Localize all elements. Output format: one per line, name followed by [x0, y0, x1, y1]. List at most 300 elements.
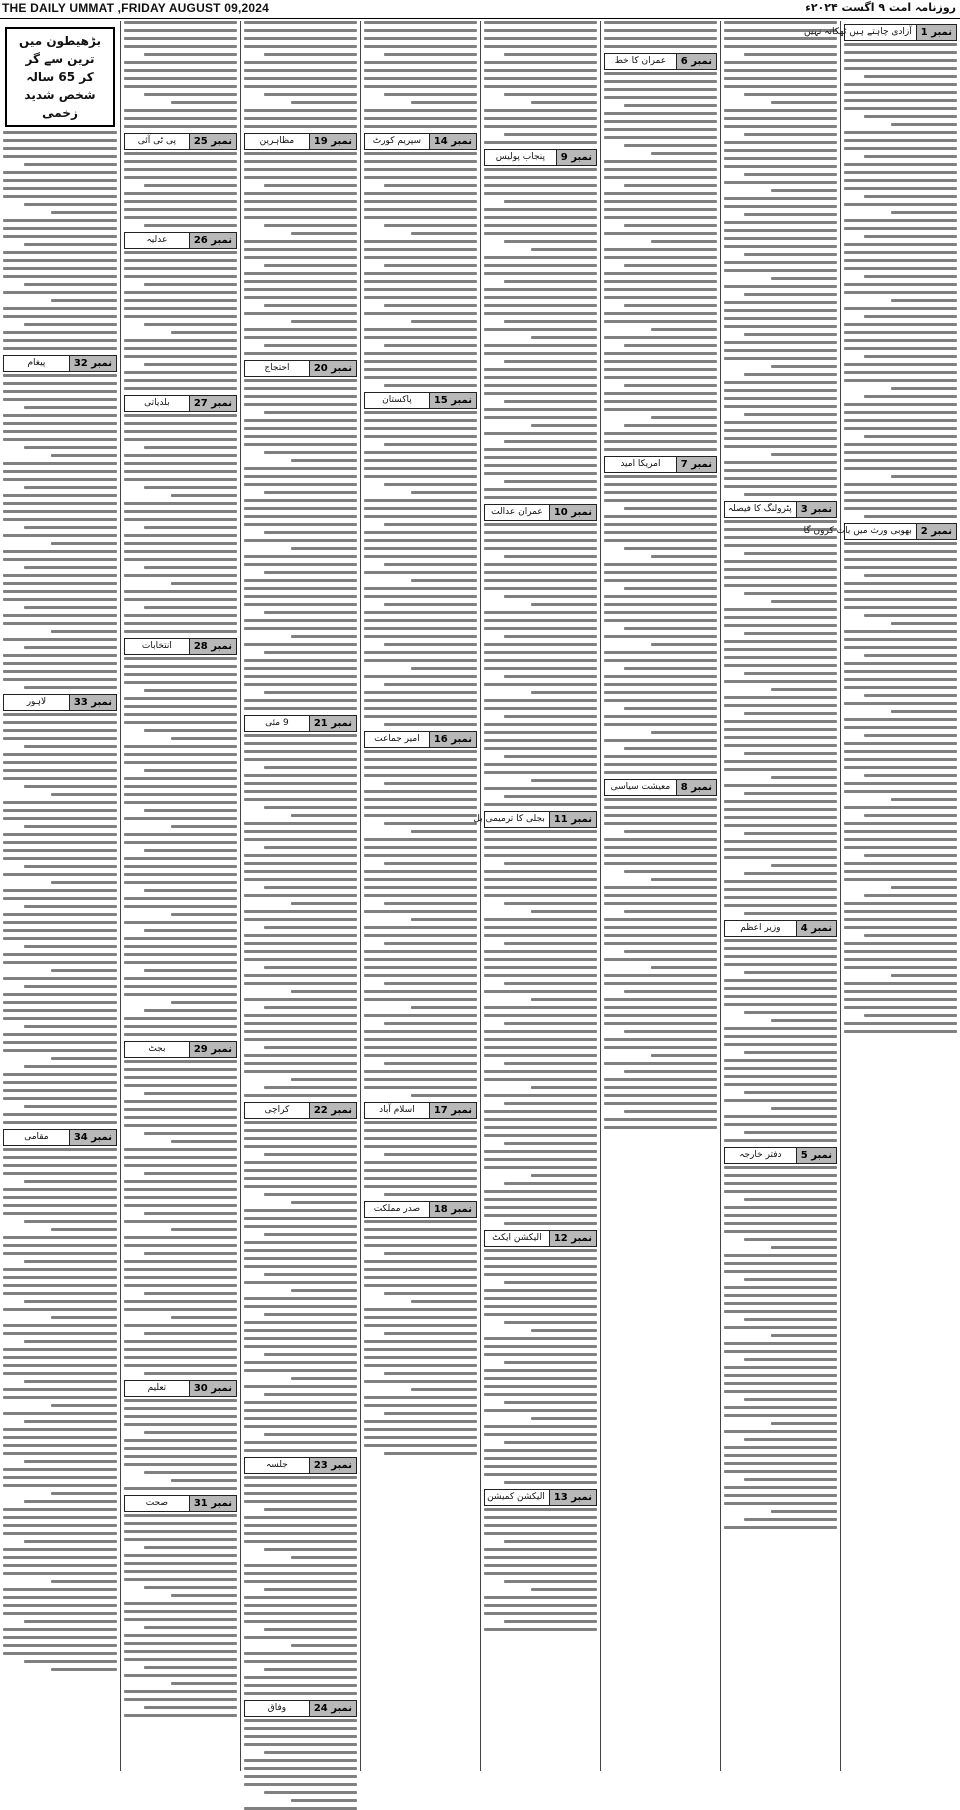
text-line — [124, 1033, 237, 1036]
text-line — [24, 1380, 117, 1383]
text-line — [604, 272, 717, 275]
text-line — [244, 523, 357, 526]
text-line — [384, 902, 477, 905]
text-line — [24, 785, 117, 788]
text-line — [724, 947, 837, 950]
text-line — [484, 464, 597, 467]
text-line — [604, 376, 717, 379]
text-line — [3, 1564, 117, 1567]
text-line — [724, 1286, 837, 1289]
text-line — [604, 822, 717, 825]
story-header — [604, 456, 717, 473]
text-line — [3, 1636, 117, 1639]
text-line — [384, 1193, 477, 1196]
text-line — [484, 472, 597, 475]
text-line — [844, 363, 957, 366]
text-line — [891, 123, 957, 126]
text-line — [364, 1038, 477, 1041]
text-line — [24, 686, 117, 689]
text-line — [124, 558, 237, 561]
text-line — [744, 1238, 837, 1241]
text-line — [244, 1767, 357, 1770]
text-line — [624, 587, 717, 590]
text-line — [364, 846, 477, 849]
text-line — [604, 136, 717, 139]
text-line — [3, 414, 117, 417]
text-line — [724, 1182, 837, 1185]
text-line — [244, 176, 357, 179]
text-line — [364, 790, 477, 793]
text-line — [484, 1158, 597, 1161]
text-line — [484, 69, 597, 72]
text-line — [864, 195, 957, 198]
story-title: 9 مئی — [265, 718, 289, 728]
text-line — [504, 93, 597, 96]
text-line — [724, 125, 837, 128]
text-line — [244, 1735, 357, 1738]
text-line — [504, 1062, 597, 1065]
text-line — [244, 1209, 357, 1212]
text-line — [724, 1494, 837, 1497]
story-header — [364, 1201, 477, 1218]
text-line — [744, 133, 837, 136]
text-line — [484, 1473, 597, 1476]
text-line — [364, 934, 477, 937]
text-line — [244, 280, 357, 283]
story-header — [484, 149, 597, 166]
article-story — [124, 133, 237, 227]
text-line — [844, 926, 957, 929]
story-header — [484, 504, 597, 521]
text-line — [364, 699, 477, 702]
text-line — [124, 681, 237, 684]
text-line — [724, 816, 837, 819]
text-line — [124, 438, 237, 441]
text-line — [844, 267, 957, 270]
text-line — [604, 563, 717, 566]
text-line — [124, 355, 237, 358]
text-line — [364, 272, 477, 275]
text-line — [124, 454, 237, 457]
text-line — [484, 659, 597, 662]
text-line — [3, 374, 117, 377]
story-title: معیشت سیاسی — [610, 782, 671, 792]
story-header — [124, 638, 237, 655]
text-line — [244, 1054, 357, 1057]
text-line — [364, 878, 477, 881]
text-line — [364, 1177, 477, 1180]
text-line — [3, 1196, 117, 1199]
text-line — [384, 942, 477, 945]
text-line — [264, 304, 357, 307]
text-line — [844, 910, 957, 913]
text-line — [124, 1156, 237, 1159]
text-line — [864, 115, 957, 118]
text-line — [724, 520, 837, 523]
text-line — [724, 437, 837, 440]
story-header — [244, 1700, 357, 1717]
text-line — [504, 1481, 597, 1484]
text-line — [3, 1476, 117, 1479]
text-line — [891, 974, 957, 977]
text-line — [124, 1164, 237, 1167]
story-number: نمبر 15 — [429, 393, 476, 408]
text-line — [724, 1430, 837, 1433]
text-line — [531, 1174, 597, 1177]
text-line — [24, 1340, 117, 1343]
text-line — [864, 814, 957, 817]
text-line — [244, 1062, 357, 1065]
text-line — [244, 1297, 357, 1300]
text-line — [531, 101, 597, 104]
text-line — [364, 1428, 477, 1431]
text-line — [531, 910, 597, 913]
text-line — [291, 902, 357, 905]
text-line — [504, 795, 597, 798]
story-number: نمبر 17 — [429, 1103, 476, 1118]
text-line — [484, 256, 597, 259]
text-line — [844, 702, 957, 705]
text-line — [484, 37, 597, 40]
text-line — [264, 1548, 357, 1551]
text-line — [244, 483, 357, 486]
text-line — [624, 424, 717, 427]
text-line — [724, 205, 837, 208]
text-line — [484, 376, 597, 379]
text-line — [484, 1628, 597, 1631]
text-line — [51, 1404, 117, 1407]
text-line — [124, 510, 237, 513]
story-number: نمبر 9 — [556, 150, 596, 165]
text-line — [3, 662, 117, 665]
text-line — [124, 761, 237, 764]
text-line — [24, 1260, 117, 1263]
column-8 — [0, 21, 120, 1771]
text-line — [844, 958, 957, 961]
text-line — [724, 1502, 837, 1505]
story-title: مقامی — [24, 1132, 49, 1142]
text-line — [124, 1714, 237, 1717]
text-line — [484, 699, 597, 702]
text-line — [724, 995, 837, 998]
text-line — [124, 1439, 237, 1442]
text-line — [844, 750, 957, 753]
text-line — [484, 643, 597, 646]
text-line — [724, 1166, 837, 1169]
text-line — [484, 1313, 597, 1316]
text-line — [244, 1684, 357, 1687]
text-line — [264, 1668, 357, 1671]
article-body-lines — [244, 1476, 357, 1695]
text-line — [771, 864, 837, 867]
text-line — [844, 1022, 957, 1025]
text-line — [3, 929, 117, 932]
text-line — [504, 200, 597, 203]
text-line — [411, 101, 477, 104]
text-line — [171, 494, 237, 497]
text-line — [144, 729, 237, 732]
text-line — [364, 715, 477, 718]
text-line — [724, 157, 837, 160]
text-line — [484, 627, 597, 630]
text-line — [484, 547, 597, 550]
text-line — [264, 184, 357, 187]
text-line — [124, 1415, 237, 1418]
text-line — [844, 99, 957, 102]
text-line — [504, 133, 597, 136]
text-line — [124, 21, 237, 24]
text-line — [504, 755, 597, 758]
text-line — [264, 1086, 357, 1089]
story-title: امریکا امید — [620, 459, 661, 469]
text-line — [531, 691, 597, 694]
text-line — [844, 243, 957, 246]
text-line — [364, 555, 477, 558]
text-line — [264, 344, 357, 347]
text-line — [124, 1268, 237, 1271]
text-line — [724, 461, 837, 464]
text-line — [844, 1006, 957, 1009]
text-line — [244, 822, 357, 825]
text-line — [724, 1294, 837, 1297]
text-line — [24, 1420, 117, 1423]
text-line — [724, 624, 837, 627]
text-line — [744, 632, 837, 635]
text-line — [384, 603, 477, 606]
text-line — [124, 705, 237, 708]
text-line — [724, 1470, 837, 1473]
text-line — [124, 1060, 237, 1063]
text-line — [364, 507, 477, 510]
text-line — [3, 849, 117, 852]
text-line — [504, 280, 597, 283]
text-line — [724, 1270, 837, 1273]
text-line — [384, 523, 477, 526]
text-line — [604, 603, 717, 606]
text-line — [124, 37, 237, 40]
text-line — [504, 400, 597, 403]
text-line — [244, 125, 357, 128]
text-line — [724, 544, 837, 547]
text-line — [364, 459, 477, 462]
text-line — [244, 1572, 357, 1575]
story-header — [124, 395, 237, 412]
text-line — [484, 1006, 597, 1009]
story-number: نمبر 4 — [796, 921, 836, 936]
text-line — [171, 1228, 237, 1231]
text-line — [484, 1377, 597, 1380]
text-line — [484, 1433, 597, 1436]
text-line — [124, 1084, 237, 1087]
text-line — [124, 1514, 237, 1517]
text-line — [124, 1076, 237, 1079]
text-line — [144, 1431, 237, 1434]
text-line — [724, 317, 837, 320]
story-number: نمبر 23 — [309, 1458, 356, 1473]
text-line — [244, 854, 357, 857]
text-line — [24, 1065, 117, 1068]
text-line — [24, 486, 117, 489]
text-line — [264, 846, 357, 849]
text-line — [744, 872, 837, 875]
text-line — [484, 958, 597, 961]
text-line — [364, 798, 477, 801]
text-line — [724, 357, 837, 360]
text-line — [244, 627, 357, 630]
text-line — [724, 405, 837, 408]
text-line — [51, 969, 117, 972]
text-line — [171, 737, 237, 740]
text-line — [844, 766, 957, 769]
text-line — [364, 1260, 477, 1263]
text-line — [724, 469, 837, 472]
text-line — [244, 579, 357, 582]
text-line — [364, 1268, 477, 1271]
text-line — [744, 1011, 837, 1014]
text-line — [724, 1462, 837, 1465]
text-line — [484, 747, 597, 750]
article-body-lines — [244, 152, 357, 355]
text-line — [144, 184, 237, 187]
text-line — [171, 825, 237, 828]
text-line — [604, 232, 717, 235]
text-line — [3, 574, 117, 577]
text-line — [144, 1471, 237, 1474]
text-line — [3, 622, 117, 625]
text-line — [484, 328, 597, 331]
text-line — [144, 93, 237, 96]
text-line — [384, 264, 477, 267]
text-line — [124, 61, 237, 64]
text-line — [504, 1540, 597, 1543]
text-line — [3, 1081, 117, 1084]
text-line — [484, 846, 597, 849]
text-line — [724, 421, 837, 424]
text-line — [3, 195, 117, 198]
text-line — [771, 1246, 837, 1249]
text-line — [124, 1602, 237, 1605]
text-line — [724, 568, 837, 571]
text-line — [364, 814, 477, 817]
text-line — [124, 379, 237, 382]
text-line — [124, 1260, 237, 1263]
text-line — [844, 870, 957, 873]
text-line — [364, 336, 477, 339]
text-line — [744, 213, 837, 216]
text-line — [364, 1145, 477, 1148]
text-line — [724, 77, 837, 80]
text-line — [364, 192, 477, 195]
text-line — [484, 894, 597, 897]
text-line — [724, 325, 837, 328]
text-line — [244, 1596, 357, 1599]
text-line — [124, 1522, 237, 1525]
text-line — [124, 985, 237, 988]
text-line — [244, 934, 357, 937]
text-line — [864, 235, 957, 238]
text-line — [844, 499, 957, 502]
text-line — [3, 1388, 117, 1391]
text-line — [844, 403, 957, 406]
text-line — [244, 958, 357, 961]
text-line — [624, 990, 717, 993]
text-line — [844, 878, 957, 881]
text-line — [3, 1073, 117, 1076]
text-line — [364, 280, 477, 283]
text-line — [124, 793, 237, 796]
text-line — [624, 627, 717, 630]
text-line — [484, 1150, 597, 1153]
text-line — [3, 1148, 117, 1151]
text-line — [244, 1169, 357, 1172]
text-line — [244, 1217, 357, 1220]
text-line — [124, 1017, 237, 1020]
text-line — [864, 894, 957, 897]
text-line — [3, 331, 117, 334]
text-line — [144, 283, 237, 286]
text-line — [844, 251, 957, 254]
text-line — [604, 611, 717, 614]
text-line — [844, 283, 957, 286]
text-line — [244, 296, 357, 299]
text-line — [844, 419, 957, 422]
story-title: بجلی کا ترمیمی بل — [473, 814, 545, 824]
text-line — [124, 937, 237, 940]
text-line — [264, 926, 357, 929]
text-line — [484, 29, 597, 32]
text-line — [124, 1690, 237, 1693]
text-line — [124, 1236, 237, 1239]
text-line — [484, 125, 597, 128]
text-line — [844, 590, 957, 593]
text-line — [291, 1644, 357, 1647]
text-line — [244, 1409, 357, 1412]
text-line — [384, 1452, 477, 1455]
text-line — [484, 312, 597, 315]
text-line — [411, 1094, 477, 1097]
text-line — [124, 69, 237, 72]
text-line — [484, 771, 597, 774]
text-line — [124, 109, 237, 112]
text-line — [24, 203, 117, 206]
text-line — [844, 467, 957, 470]
text-line — [264, 53, 357, 56]
text-line — [484, 1206, 597, 1209]
text-line — [124, 85, 237, 88]
text-line — [484, 1532, 597, 1535]
text-line — [244, 1652, 357, 1655]
text-line — [724, 576, 837, 579]
text-line — [3, 147, 117, 150]
article-body-lines — [3, 374, 117, 689]
text-line — [144, 1546, 237, 1549]
column-7 — [120, 21, 240, 1771]
text-line — [124, 590, 237, 593]
text-line — [724, 1526, 837, 1529]
text-line — [364, 659, 477, 662]
text-line — [604, 531, 717, 534]
text-line — [484, 723, 597, 726]
text-line — [484, 1369, 597, 1372]
text-line — [244, 427, 357, 430]
article-story — [484, 149, 597, 499]
text-line — [244, 328, 357, 331]
text-line — [264, 1233, 357, 1236]
text-line — [244, 830, 357, 833]
text-line — [744, 93, 837, 96]
text-line — [124, 745, 237, 748]
text-line — [844, 459, 957, 462]
